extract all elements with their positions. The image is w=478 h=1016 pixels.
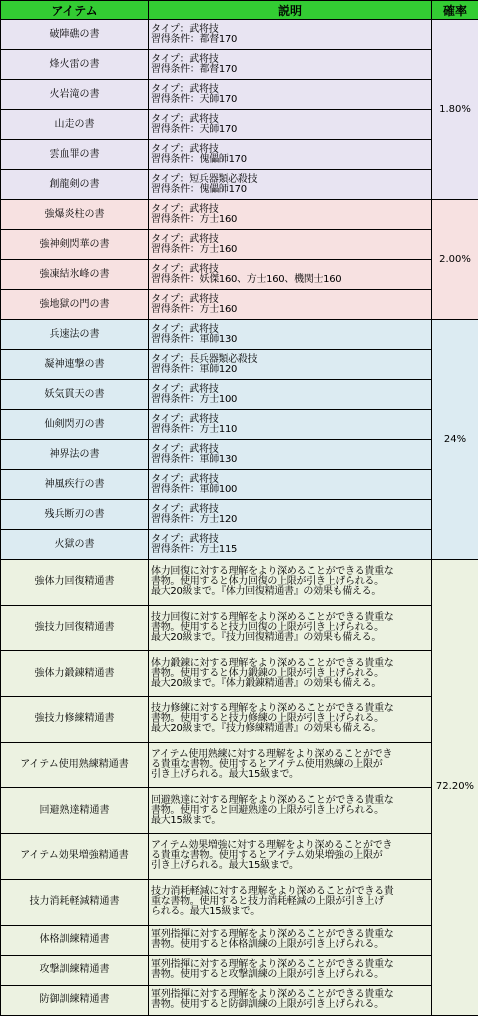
item-description: タイプ：武将技 習得条件：軍師100 xyxy=(149,470,432,500)
item-description: タイプ：武将技 習得条件：方士100 xyxy=(149,380,432,410)
item-description: アイテム効果増強に対する理解をより深めることができ る貴重な書物。使用するとアイテム効果増強の上限が 引き上げられる。最大15級まで。 xyxy=(149,834,432,880)
item-name: 神風疾行の書 xyxy=(1,470,149,500)
item-description: 体力回復に対する理解をより深めることができる貴重な 書物。使用すると体力回復の上限が引き上げられる。 最大20級まで。『体力回復精通書』の効果も備える。 xyxy=(149,560,432,606)
item-description: タイプ：武将技 習得条件：方士160 xyxy=(149,200,432,230)
item-description: アイテム使用熟練に対する理解をより深めることができ る貴重な書物。使用するとアイテム使用熟練の上限が 引き上げられる。最大15級まで。 xyxy=(149,742,432,788)
table-row xyxy=(1,697,478,743)
table-row xyxy=(1,788,478,834)
item-name: 残兵断刃の書 xyxy=(1,500,149,530)
item-description: タイプ：武将技 習得条件：方士115 xyxy=(149,530,432,560)
item-name: 強凍結氷峰の書 xyxy=(1,260,149,290)
item-name: 強体力鍛錬精通書 xyxy=(1,651,149,697)
item-description: 回避熟達に対する理解をより深めることができる貴重な 書物。使用すると回避熟達の上限が引き上げられる。 最大15級まで。 xyxy=(149,788,432,834)
table-row xyxy=(1,470,478,500)
table-row xyxy=(1,290,478,320)
item-name: 技力消耗軽減精通書 xyxy=(1,879,149,925)
item-name: 防御訓練精通書 xyxy=(1,985,149,1015)
item-name: 火岩滝の書 xyxy=(1,80,149,110)
item-name: 強爆炎柱の書 xyxy=(1,200,149,230)
table-row xyxy=(1,742,478,788)
item-name: 雲血罪の書 xyxy=(1,140,149,170)
item-name: 強体力回復精通書 xyxy=(1,560,149,606)
item-name: 攻撃訓練精通書 xyxy=(1,955,149,985)
table-row xyxy=(1,500,478,530)
table-body xyxy=(1,20,478,1016)
table-row xyxy=(1,20,478,50)
table-row xyxy=(1,50,478,80)
item-description: 軍列指揮に対する理解をより深めることができる貴重な 書物。使用すると防御訓練の上限が引き上げられる。 xyxy=(149,985,432,1015)
table-row xyxy=(1,320,478,350)
item-description: 技力回復に対する理解をより深めることができる貴重な 書物。使用すると技力回復の上限が引き上げられる。 最大20級まで。『技力回復精通書』の効果も備える。 xyxy=(149,605,432,651)
item-name: 強技力回復精通書 xyxy=(1,605,149,651)
drop-rate: 2.00% xyxy=(432,200,478,320)
table-row xyxy=(1,110,478,140)
item-description: タイプ：武将技 習得条件：傀儡師170 xyxy=(149,140,432,170)
item-description: 軍列指揮に対する理解をより深めることができる貴重な 書物。使用すると攻撃訓練の上限が引き上げられる。 xyxy=(149,955,432,985)
table-row xyxy=(1,955,478,985)
item-description: タイプ：武将技 習得条件：方士110 xyxy=(149,410,432,440)
table-row xyxy=(1,80,478,110)
item-description: 体力鍛錬に対する理解をより深めることができる貴重な 書物。使用すると体力鍛錬の上限が引き上げられる。 最大20級まで。『体力鍛錬精通書』の効果も備える。 xyxy=(149,651,432,697)
item-name: 烽火雷の書 xyxy=(1,50,149,80)
drop-rate: 1.80% xyxy=(432,20,478,200)
item-description: タイプ：武将技 習得条件：天師170 xyxy=(149,80,432,110)
table-row xyxy=(1,410,478,440)
item-description: タイプ：武将技 習得条件：天師170 xyxy=(149,110,432,140)
table-row xyxy=(1,380,478,410)
table-row xyxy=(1,230,478,260)
item-name: 強技力修練精通書 xyxy=(1,697,149,743)
item-description: タイプ：武将技 習得条件：都督170 xyxy=(149,50,432,80)
table-row xyxy=(1,440,478,470)
table-row xyxy=(1,651,478,697)
item-description: 技力消耗軽減に対する理解をより深めることができる貴 重な書物。使用すると技力消耗軽減の上限が引き上げ られる。最大15級まで。 xyxy=(149,879,432,925)
table-row xyxy=(1,560,478,606)
table-row xyxy=(1,530,478,560)
item-name: 妖気貫天の書 xyxy=(1,380,149,410)
table-row xyxy=(1,605,478,651)
header-rate: 確率 xyxy=(432,1,478,20)
item-description: タイプ：武将技 習得条件：都督170 xyxy=(149,20,432,50)
table-row xyxy=(1,879,478,925)
item-name: 山走の書 xyxy=(1,110,149,140)
drop-rate: 24% xyxy=(432,320,478,560)
item-name: 強神剣閃華の書 xyxy=(1,230,149,260)
item-name: アイテム効果増強精通書 xyxy=(1,834,149,880)
item-name: 体格訓練精通書 xyxy=(1,925,149,955)
item-description: タイプ：武将技 習得条件：軍師130 xyxy=(149,440,432,470)
table-row xyxy=(1,200,478,230)
item-name: 創龍剣の書 xyxy=(1,170,149,200)
item-description: タイプ：長兵器類必殺技 習得条件：軍師120 xyxy=(149,350,432,380)
item-name: 仙剣閃刃の書 xyxy=(1,410,149,440)
table-row xyxy=(1,925,478,955)
item-description: タイプ：武将技 習得条件：方士160 xyxy=(149,290,432,320)
item-name: 回避熟達精通書 xyxy=(1,788,149,834)
item-description: タイプ：短兵器類必殺技 習得条件：傀儡師170 xyxy=(149,170,432,200)
item-description: 技力修練に対する理解をより深めることができる貴重な 書物。使用すると技力修練の上限が引き上げられる。 最大20級まで。『技力修練精通書』の効果も備える。 xyxy=(149,697,432,743)
item-name: 凝神連撃の書 xyxy=(1,350,149,380)
item-description: タイプ：武将技 習得条件：妖傑160、方士160、機関士160 xyxy=(149,260,432,290)
item-name: 強地獄の門の書 xyxy=(1,290,149,320)
table-row xyxy=(1,140,478,170)
item-description: タイプ：武将技 習得条件：軍師130 xyxy=(149,320,432,350)
header-row xyxy=(1,1,478,20)
item-description: 軍列指揮に対する理解をより深めることができる貴重な 書物。使用すると体格訓練の上限が引き上げられる。 xyxy=(149,925,432,955)
item-name: 兵速法の書 xyxy=(1,320,149,350)
item-name: 火獄の書 xyxy=(1,530,149,560)
drop-rate: 72.20% xyxy=(432,560,478,1016)
header-description: 説明 xyxy=(149,1,432,20)
table-row xyxy=(1,170,478,200)
item-description: タイプ：武将技 習得条件：方士160 xyxy=(149,230,432,260)
item-name: 破陣礁の書 xyxy=(1,20,149,50)
header-item: アイテム xyxy=(1,1,149,20)
item-name: 神界法の書 xyxy=(1,440,149,470)
item-description: タイプ：武将技 習得条件：方士120 xyxy=(149,500,432,530)
item-name: アイテム使用熟練精通書 xyxy=(1,742,149,788)
table-row xyxy=(1,834,478,880)
table-row xyxy=(1,260,478,290)
table-row xyxy=(1,350,478,380)
